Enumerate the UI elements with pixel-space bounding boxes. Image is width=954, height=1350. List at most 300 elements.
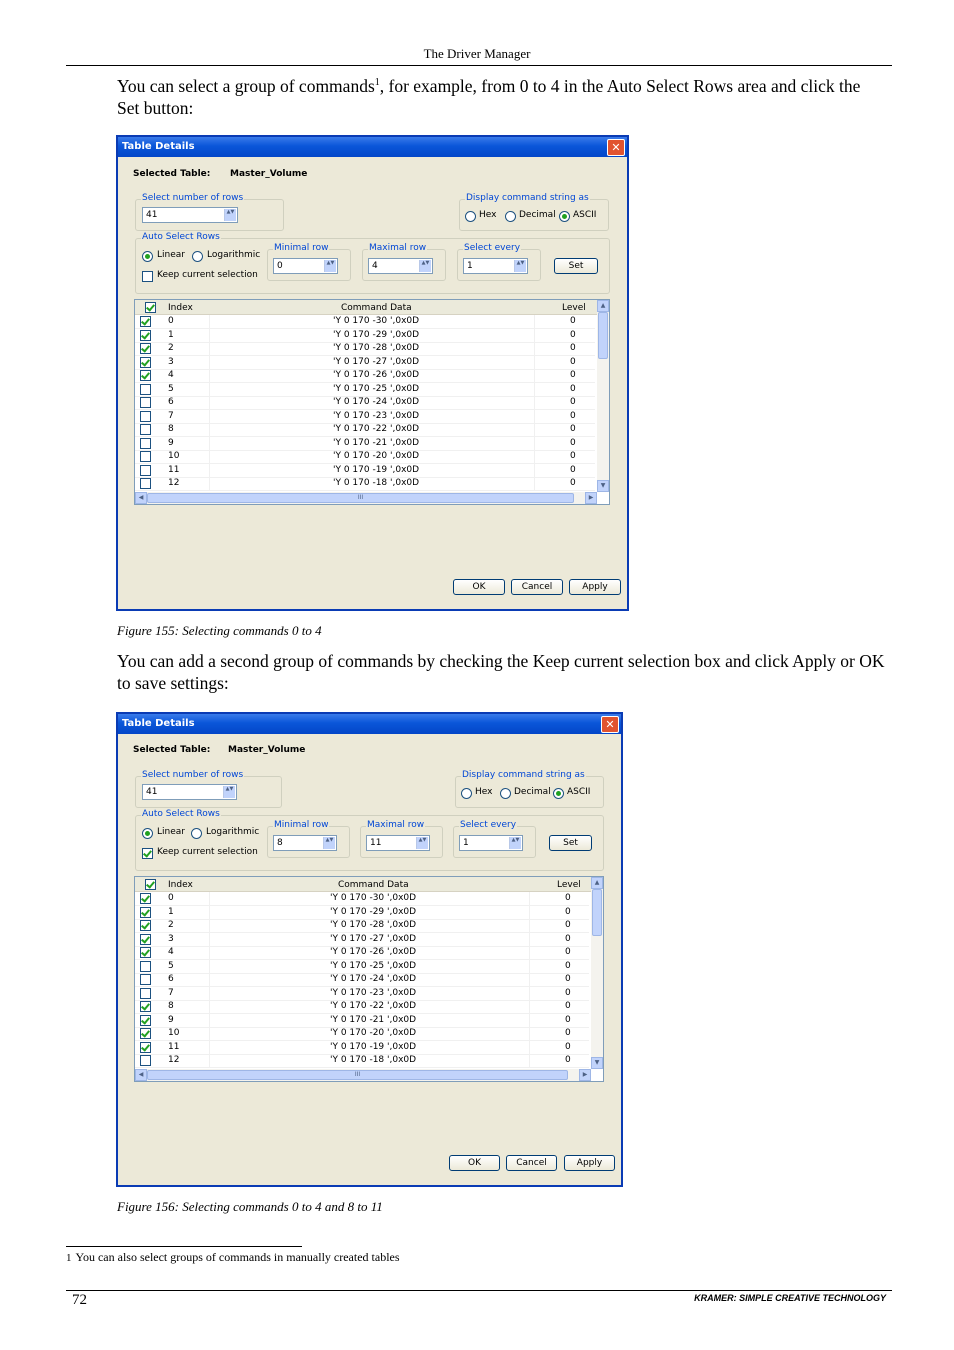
select-every-value: 1 (463, 838, 469, 848)
column-divider (529, 906, 530, 919)
row-command-data: 'Y 0 170 -26 ',0x0D (330, 947, 417, 957)
row-level: 0 (570, 437, 576, 448)
spin-arrows-icon[interactable]: ▲▼ (224, 209, 236, 221)
horizontal-scrollbar[interactable] (135, 1069, 591, 1081)
table-row[interactable] (135, 1027, 589, 1041)
column-divider (209, 356, 210, 369)
paragraph-1 (117, 72, 887, 119)
column-divider (209, 383, 210, 396)
column-divider (209, 410, 210, 423)
maximal-row-group (362, 243, 446, 281)
hex-label: Hex (475, 787, 493, 797)
maximal-row-value: 11 (370, 838, 382, 848)
page-number: 72 (72, 1292, 87, 1308)
row-index: 12 (168, 1055, 180, 1065)
maximal-row-stepper[interactable] (366, 835, 430, 851)
scroll-right-icon[interactable]: ▶ (585, 492, 597, 504)
column-divider (529, 987, 530, 1000)
row-level: 0 (565, 947, 571, 957)
ascii-radio[interactable] (553, 788, 564, 799)
display-mode-title: Display command string as (462, 770, 585, 780)
dialog-title-bar (118, 714, 621, 734)
column-header-command: Command Data (338, 880, 409, 890)
linear-radio[interactable] (142, 251, 153, 262)
footnote-text: You can also select groups of commands in manually created tables (75, 1250, 400, 1264)
row-checkbox[interactable] (140, 330, 151, 341)
table-row[interactable] (135, 410, 595, 424)
row-index: 8 (168, 424, 174, 434)
row-level: 0 (565, 1028, 571, 1038)
column-divider (529, 919, 530, 932)
column-divider (209, 946, 210, 959)
row-command-data: 'Y 0 170 -20 ',0x0D (330, 1028, 417, 1038)
row-level: 0 (570, 356, 576, 367)
apply-button[interactable]: Apply (569, 579, 621, 595)
decimal-radio[interactable] (500, 788, 511, 799)
maximal-row-group (360, 820, 443, 858)
row-checkbox[interactable] (140, 988, 151, 999)
column-divider (534, 342, 535, 355)
table-row[interactable] (135, 342, 595, 356)
row-command-data: 'Y 0 170 -25 ',0x0D (333, 383, 420, 394)
table-header (135, 877, 591, 892)
row-command-data: 'Y 0 170 -21 ',0x0D (330, 1014, 417, 1025)
rows-count-group (135, 193, 284, 231)
select-every-stepper[interactable] (459, 835, 523, 851)
horizontal-scroll-thumb[interactable]: III (147, 1070, 568, 1080)
decimal-label: Decimal (514, 787, 551, 797)
column-divider (534, 450, 535, 463)
cancel-button[interactable]: Cancel (511, 579, 563, 595)
row-index: 5 (168, 960, 174, 971)
row-checkbox[interactable] (140, 893, 151, 904)
display-mode-title: Display command string as (466, 193, 589, 203)
row-index: 10 (168, 1028, 180, 1038)
table-row[interactable] (135, 960, 589, 974)
row-index: 7 (168, 410, 174, 421)
column-divider (529, 1041, 530, 1054)
column-header-level: Level (557, 880, 581, 890)
keep-selection-label: Keep current selection (157, 270, 258, 280)
keep-selection-checkbox[interactable] (142, 848, 153, 859)
column-divider (209, 973, 210, 986)
selected-table-value: Master_Volume (228, 745, 306, 755)
linear-label: Linear (157, 250, 185, 260)
row-command-data: 'Y 0 170 -21 ',0x0D (333, 437, 420, 448)
column-divider (209, 919, 210, 932)
table-row[interactable] (135, 919, 589, 933)
table-row[interactable] (135, 356, 595, 370)
horizontal-scroll-thumb[interactable]: III (147, 493, 574, 503)
hex-radio[interactable] (465, 211, 476, 222)
row-level: 0 (565, 1014, 571, 1025)
row-checkbox[interactable] (140, 907, 151, 918)
row-checkbox[interactable] (140, 1028, 151, 1039)
column-divider (534, 437, 535, 450)
dialog-title-bar (118, 137, 627, 157)
row-level: 0 (570, 343, 576, 353)
row-level: 0 (565, 920, 571, 930)
display-mode-group (455, 770, 604, 808)
scroll-left-icon[interactable]: ◀ (135, 492, 147, 504)
spin-arrows-icon[interactable]: ▲▼ (323, 837, 335, 849)
minimal-row-value: 8 (277, 838, 283, 848)
column-divider (209, 906, 210, 919)
running-header: The Driver Manager (423, 46, 531, 61)
auto-select-title: Auto Select Rows (142, 809, 220, 819)
keep-selection-checkbox[interactable] (142, 271, 153, 282)
row-checkbox[interactable] (140, 438, 151, 449)
spin-arrows-icon[interactable]: ▲▼ (514, 260, 526, 272)
row-level: 0 (565, 987, 571, 998)
vertical-scrollbar[interactable] (591, 877, 603, 1069)
table-row[interactable] (135, 987, 589, 1001)
row-index: 12 (168, 478, 180, 488)
table-row[interactable] (135, 437, 595, 451)
column-divider (209, 464, 210, 477)
vertical-scroll-thumb[interactable] (598, 312, 608, 359)
row-index: 8 (168, 1001, 174, 1011)
scroll-down-icon[interactable]: ▼ (597, 480, 609, 492)
column-divider (534, 396, 535, 409)
row-command-data: 'Y 0 170 -29 ',0x0D (330, 906, 417, 917)
table-row[interactable] (135, 315, 595, 329)
row-level: 0 (565, 960, 571, 971)
column-header-index: Index (168, 303, 193, 313)
select-every-title: Select every (460, 820, 517, 830)
footnote-ref: 1 (374, 77, 380, 88)
minimal-row-value: 0 (277, 261, 283, 271)
set-button[interactable]: Set (549, 835, 592, 851)
ascii-radio[interactable] (559, 211, 570, 222)
select-every-group (457, 243, 541, 281)
row-command-data: 'Y 0 170 -28 ',0x0D (330, 920, 417, 930)
row-index: 11 (168, 1041, 180, 1052)
table-row[interactable] (135, 1041, 589, 1055)
row-checkbox[interactable] (140, 961, 151, 972)
spin-arrows-icon[interactable]: ▲▼ (416, 837, 428, 849)
logarithmic-radio[interactable] (192, 251, 203, 262)
column-divider (534, 477, 535, 490)
column-divider (209, 329, 210, 342)
column-divider (209, 369, 210, 382)
footnote-number: 1 (66, 1252, 72, 1264)
row-index: 11 (168, 464, 180, 475)
row-command-data: 'Y 0 170 -24 ',0x0D (330, 974, 417, 984)
paragraph-1-end: , for example, from 0 to 4 in the Auto Select Rows area and click the Set button: (117, 75, 861, 118)
row-checkbox[interactable] (140, 1042, 151, 1053)
row-checkbox[interactable] (140, 343, 151, 354)
figure-155-caption: Figure 155: Selecting commands 0 to 4 (117, 623, 322, 638)
table-row[interactable] (135, 329, 595, 343)
keep-selection-label: Keep current selection (157, 847, 258, 857)
table-row[interactable] (135, 973, 589, 987)
row-checkbox[interactable] (140, 316, 151, 327)
row-checkbox[interactable] (140, 1001, 151, 1012)
row-command-data: 'Y 0 170 -29 ',0x0D (333, 329, 420, 340)
row-command-data: 'Y 0 170 -28 ',0x0D (333, 343, 420, 353)
logarithmic-radio[interactable] (191, 828, 202, 839)
column-divider (209, 892, 210, 905)
column-divider (209, 1054, 210, 1067)
column-header-index: Index (168, 880, 193, 890)
row-level: 0 (570, 410, 576, 421)
row-checkbox[interactable] (140, 974, 151, 985)
header-rule (66, 65, 892, 66)
rows-count-value: 41 (146, 787, 158, 797)
row-level: 0 (565, 1055, 571, 1065)
row-index: 5 (168, 383, 174, 394)
row-checkbox[interactable] (140, 465, 151, 476)
column-divider (529, 1000, 530, 1013)
auto-select-group (135, 232, 610, 294)
column-divider (534, 369, 535, 382)
table-details-dialog (116, 712, 623, 1187)
row-checkbox[interactable] (140, 451, 151, 462)
table-row[interactable] (135, 450, 595, 464)
row-level: 0 (570, 451, 576, 461)
column-divider (529, 946, 530, 959)
row-level: 0 (570, 316, 576, 326)
column-divider (209, 342, 210, 355)
table-row[interactable] (135, 396, 595, 410)
horizontal-scrollbar[interactable] (135, 492, 597, 504)
scroll-up-icon[interactable]: ▲ (591, 877, 603, 889)
column-divider (529, 892, 530, 905)
column-divider (534, 423, 535, 436)
rows-count-stepper[interactable] (142, 784, 237, 800)
row-level: 0 (570, 397, 576, 407)
selected-table-value: Master_Volume (230, 169, 308, 179)
column-header-level: Level (562, 303, 586, 313)
column-divider (209, 987, 210, 1000)
spin-arrows-icon[interactable]: ▲▼ (509, 837, 521, 849)
row-checkbox[interactable] (140, 934, 151, 945)
column-divider (209, 437, 210, 450)
row-level: 0 (565, 1001, 571, 1011)
column-divider (209, 315, 210, 328)
decimal-label: Decimal (519, 210, 556, 220)
column-divider (209, 1041, 210, 1054)
ascii-label: ASCII (567, 787, 591, 797)
select-every-title: Select every (464, 243, 521, 253)
auto-select-group (135, 809, 604, 871)
column-divider (534, 410, 535, 423)
vertical-scroll-thumb[interactable] (592, 889, 602, 936)
table-row[interactable] (135, 1014, 589, 1028)
scroll-down-icon[interactable]: ▼ (591, 1057, 603, 1069)
minimal-row-group (267, 243, 351, 281)
column-divider (534, 356, 535, 369)
row-checkbox[interactable] (140, 370, 151, 381)
row-level: 0 (565, 974, 571, 984)
row-checkbox[interactable] (140, 424, 151, 435)
logarithmic-label: Logarithmic (207, 250, 261, 260)
row-checkbox[interactable] (140, 478, 151, 489)
column-divider (209, 933, 210, 946)
close-icon[interactable]: ✕ (607, 139, 625, 156)
table-row[interactable] (135, 383, 595, 397)
row-command-data: 'Y 0 170 -23 ',0x0D (330, 987, 417, 998)
scroll-right-icon[interactable]: ▶ (579, 1069, 591, 1081)
row-index: 2 (168, 343, 174, 353)
row-command-data: 'Y 0 170 -20 ',0x0D (333, 451, 420, 461)
dialog-title: Table Details (122, 718, 195, 729)
ok-button[interactable]: OK (449, 1155, 500, 1171)
row-index: 2 (168, 920, 174, 930)
minimal-row-stepper[interactable] (273, 258, 338, 274)
column-divider (529, 1014, 530, 1027)
paragraph-1-start: You can select a group of commands (117, 75, 375, 96)
rows-count-title: Select number of rows (142, 770, 244, 780)
select-every-value: 1 (467, 261, 473, 271)
footnote (66, 1250, 400, 1265)
close-icon[interactable]: ✕ (601, 716, 619, 733)
rows-count-value: 41 (146, 210, 158, 220)
row-command-data: 'Y 0 170 -23 ',0x0D (333, 410, 420, 421)
logarithmic-label: Logarithmic (206, 827, 260, 837)
table-row[interactable] (135, 892, 589, 906)
row-command-data: 'Y 0 170 -19 ',0x0D (333, 464, 420, 475)
row-command-data: 'Y 0 170 -18 ',0x0D (330, 1055, 417, 1065)
table-row[interactable] (135, 464, 595, 478)
spin-arrows-icon[interactable]: ▲▼ (223, 786, 235, 798)
row-checkbox[interactable] (140, 947, 151, 958)
row-command-data: 'Y 0 170 -22 ',0x0D (330, 1001, 417, 1011)
row-index: 6 (168, 974, 174, 984)
row-level: 0 (570, 329, 576, 340)
cancel-button[interactable]: Cancel (506, 1155, 557, 1171)
ascii-label: ASCII (573, 210, 597, 220)
column-divider (209, 1027, 210, 1040)
rows-count-title: Select number of rows (142, 193, 244, 203)
row-level: 0 (570, 464, 576, 475)
table-details-dialog (116, 135, 629, 611)
table-row[interactable] (135, 477, 595, 491)
apply-button[interactable]: Apply (564, 1155, 615, 1171)
row-command-data: 'Y 0 170 -27 ',0x0D (330, 933, 417, 944)
rows-count-stepper[interactable] (142, 207, 238, 223)
maximal-row-stepper[interactable] (368, 258, 433, 274)
row-index: 6 (168, 397, 174, 407)
paragraph-2: You can add a second group of commands by checking the Keep current selection box and click Apply or OK to save settings: (117, 651, 885, 693)
row-command-data: 'Y 0 170 -19 ',0x0D (330, 1041, 417, 1052)
linear-radio[interactable] (142, 828, 153, 839)
rows-count-group (135, 770, 282, 808)
maximal-row-title: Maximal row (369, 243, 427, 253)
row-command-data: 'Y 0 170 -30 ',0x0D (333, 316, 420, 326)
table-row[interactable] (135, 1054, 589, 1068)
row-level: 0 (565, 906, 571, 917)
command-table (134, 876, 604, 1082)
column-divider (209, 1014, 210, 1027)
row-index: 9 (168, 1014, 174, 1025)
row-command-data: 'Y 0 170 -26 ',0x0D (333, 370, 420, 380)
column-divider (529, 933, 530, 946)
row-command-data: 'Y 0 170 -25 ',0x0D (330, 960, 417, 971)
spin-arrows-icon[interactable]: ▲▼ (324, 260, 336, 272)
decimal-radio[interactable] (505, 211, 516, 222)
row-level: 0 (565, 893, 571, 903)
dialog-title: Table Details (122, 141, 195, 152)
column-divider (209, 960, 210, 973)
maximal-row-value: 4 (372, 261, 378, 271)
row-level: 0 (570, 424, 576, 434)
row-checkbox[interactable] (140, 1015, 151, 1026)
row-level: 0 (570, 370, 576, 380)
hex-label: Hex (479, 210, 497, 220)
column-divider (534, 329, 535, 342)
column-divider (529, 1054, 530, 1067)
column-divider (209, 450, 210, 463)
scroll-left-icon[interactable]: ◀ (135, 1069, 147, 1081)
figure-156-caption: Figure 156: Selecting commands 0 to 4 and 8 to 11 (117, 1199, 383, 1214)
hex-radio[interactable] (461, 788, 472, 799)
column-header-command: Command Data (341, 303, 412, 313)
select-all-checkbox[interactable] (145, 302, 156, 313)
column-divider (529, 960, 530, 973)
table-row[interactable] (135, 1000, 589, 1014)
row-index: 7 (168, 987, 174, 998)
select-every-group (453, 820, 536, 858)
table-row[interactable] (135, 946, 589, 960)
select-all-checkbox[interactable] (145, 879, 156, 890)
row-command-data: 'Y 0 170 -18 ',0x0D (333, 478, 420, 488)
row-checkbox[interactable] (140, 357, 151, 368)
row-index: 4 (168, 370, 174, 380)
row-checkbox[interactable] (140, 384, 151, 395)
maximal-row-title: Maximal row (367, 820, 425, 830)
row-checkbox[interactable] (140, 1055, 151, 1066)
display-mode-group (459, 193, 609, 231)
linear-label: Linear (157, 827, 185, 837)
table-row[interactable] (135, 906, 589, 920)
selected-table-label: Selected Table: (133, 745, 211, 755)
minimal-row-stepper[interactable] (273, 835, 337, 851)
command-table (134, 299, 610, 505)
row-checkbox[interactable] (140, 397, 151, 408)
set-button[interactable]: Set (554, 258, 598, 274)
column-divider (534, 315, 535, 328)
selected-table-label: Selected Table: (133, 169, 211, 179)
spin-arrows-icon[interactable]: ▲▼ (419, 260, 431, 272)
row-index: 3 (168, 356, 174, 367)
row-command-data: 'Y 0 170 -22 ',0x0D (333, 424, 420, 434)
table-row[interactable] (135, 933, 589, 947)
row-checkbox[interactable] (140, 920, 151, 931)
table-row[interactable] (135, 369, 595, 383)
column-divider (209, 396, 210, 409)
auto-select-title: Auto Select Rows (142, 232, 220, 242)
minimal-row-title: Minimal row (274, 243, 329, 253)
footer-brand: KRAMER: SIMPLE CREATIVE TECHNOLOGY (694, 1293, 886, 1303)
select-every-stepper[interactable] (463, 258, 528, 274)
ok-button[interactable]: OK (453, 579, 505, 595)
column-divider (529, 973, 530, 986)
table-row[interactable] (135, 423, 595, 437)
scroll-up-icon[interactable]: ▲ (597, 300, 609, 312)
row-command-data: 'Y 0 170 -27 ',0x0D (333, 356, 420, 367)
row-index: 1 (168, 329, 174, 340)
row-index: 0 (168, 893, 174, 903)
column-divider (209, 1000, 210, 1013)
row-level: 0 (570, 478, 576, 488)
vertical-scrollbar[interactable] (597, 300, 609, 492)
column-divider (534, 464, 535, 477)
column-divider (209, 477, 210, 490)
row-level: 0 (565, 933, 571, 944)
row-checkbox[interactable] (140, 411, 151, 422)
